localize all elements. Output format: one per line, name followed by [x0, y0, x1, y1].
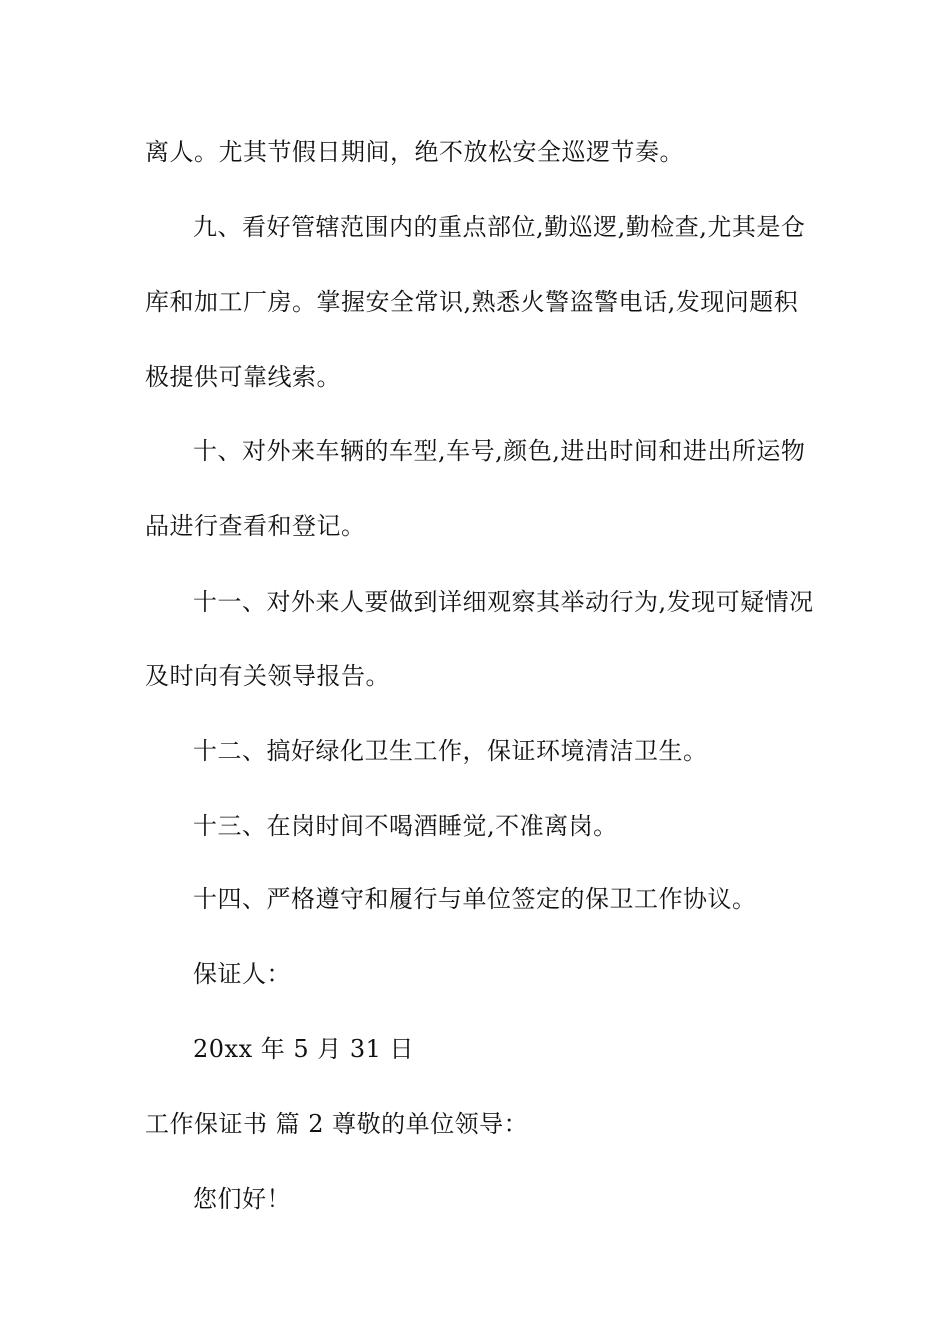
- text-line-4: 极提供可靠线索。: [145, 363, 341, 391]
- text-line-8: 及时向有关领导报告。: [145, 662, 390, 690]
- text-line-1: 离人。尤其节假日期间，绝不放松安全巡逻节奏。: [145, 138, 684, 166]
- text-line-7: 十一、对外来人要做到详细观察其举动行为,发现可疑情况: [193, 588, 814, 616]
- greeting-line: 您们好！: [193, 1185, 291, 1213]
- text-line-2: 九、看好管辖范围内的重点部位,勤巡逻,勤检查,尤其是仓: [193, 213, 806, 241]
- text-line-5: 十、对外来车辆的车型,车号,颜色,进出时间和进出所运物: [193, 437, 806, 465]
- guarantor-label: 保证人：: [193, 960, 291, 988]
- text-line-6: 品进行查看和登记。: [145, 512, 366, 540]
- text-line-3: 库和加工厂房。掌握安全常识,熟悉火警盗警电话,发现问题积: [145, 288, 799, 316]
- text-line-11: 十四、严格遵守和履行与单位签定的保卫工作协议。: [193, 885, 757, 913]
- date-line: 20xx 年 5 月 31 日: [193, 1035, 415, 1063]
- text-line-9: 十二、搞好绿化卫生工作，保证环境清洁卫生。: [193, 737, 708, 765]
- section-heading: 工作保证书 篇 2 尊敬的单位领导：: [145, 1110, 529, 1138]
- text-line-10: 十三、在岗时间不喝酒睡觉,不准离岗。: [193, 812, 618, 840]
